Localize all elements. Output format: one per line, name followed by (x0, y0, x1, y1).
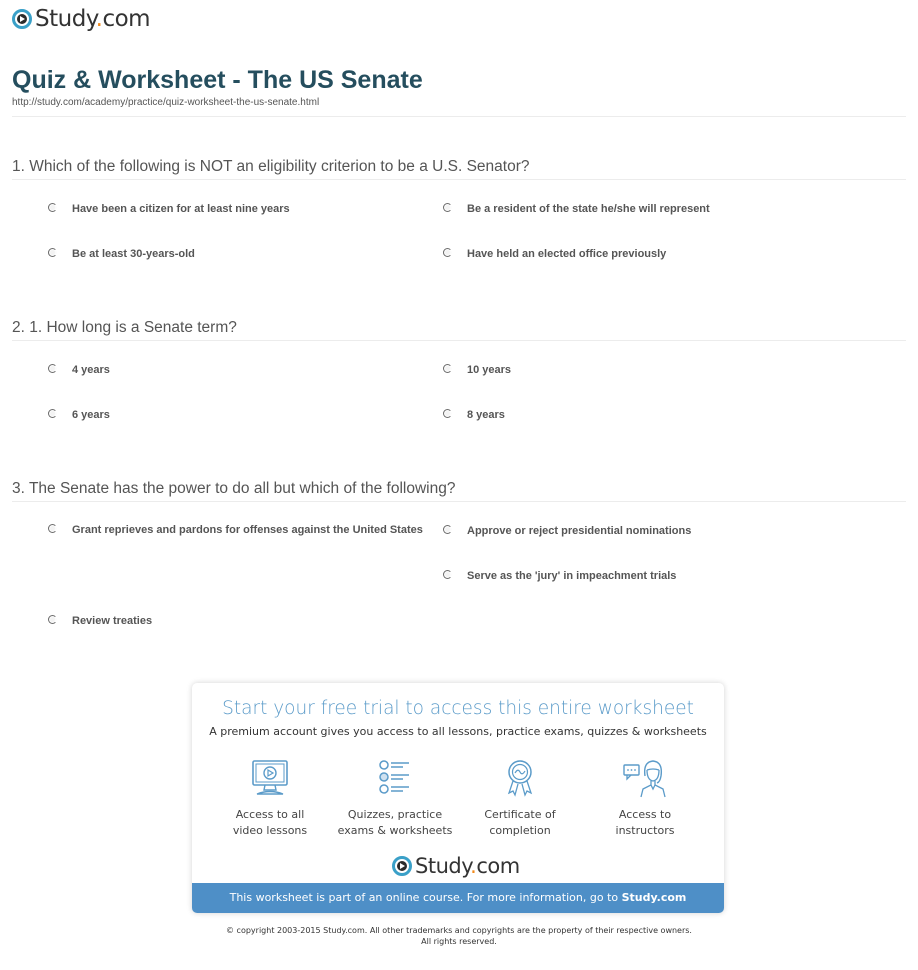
study-logo-promo[interactable] (392, 854, 520, 878)
radio-button[interactable] (443, 203, 452, 212)
divider (12, 116, 906, 117)
q2-option-b[interactable] (443, 362, 511, 378)
q1-option-b[interactable] (443, 201, 710, 217)
q3-option-d[interactable] (48, 613, 152, 629)
option-label: Review treaties (72, 615, 153, 627)
q3-option-c[interactable] (443, 568, 676, 584)
radio-button[interactable] (443, 525, 452, 534)
divider (12, 340, 906, 341)
divider (12, 501, 906, 502)
promo-subtitle: A premium account gives you access to all lessons, practice exams, quizzes & worksheets (209, 725, 707, 738)
feature-label: Certificate of completion (484, 808, 556, 837)
radio-button[interactable] (48, 524, 57, 533)
question-2: 2. 1. How long is a Senate term? (12, 319, 237, 336)
radio-button[interactable] (48, 409, 57, 418)
option-label: 4 years (72, 364, 110, 376)
q1-option-d[interactable] (443, 246, 666, 262)
instructor-chat-icon (623, 758, 667, 798)
q1-option-c[interactable] (48, 246, 195, 262)
q2-option-a[interactable] (48, 362, 110, 378)
q2-option-c[interactable] (48, 407, 110, 423)
promo-title[interactable]: Start your free trial to access this entire worksheet (222, 698, 694, 719)
play-logo-icon (392, 856, 412, 876)
copyright-footer: © copyright 2003-2015 Study.com. All other trademarks and copyrights are the property of their respective owners. All rights reserved. (226, 926, 692, 946)
option-label: 10 years (467, 364, 512, 376)
option-label: Have been a citizen for at least nine years (72, 203, 290, 215)
feature-label: Access to instructors (615, 808, 675, 837)
question-1: 1. Which of the following is NOT an eligibility criterion to be a U.S. Senator? (12, 158, 530, 175)
play-logo-icon (12, 9, 32, 29)
study-logo[interactable] (12, 6, 150, 32)
radio-button[interactable] (48, 615, 57, 624)
video-monitor-icon (250, 758, 290, 798)
page-url: http://study.com/academy/practice/quiz-worksheet-the-us-senate.html (12, 97, 320, 108)
logo-text: Study.com (35, 6, 151, 32)
radio-button[interactable] (443, 364, 452, 373)
radio-button[interactable] (443, 409, 452, 418)
q3-option-a[interactable] (48, 522, 428, 538)
feature-quizzes (330, 758, 460, 839)
radio-button[interactable] (48, 203, 57, 212)
radio-button[interactable] (443, 248, 452, 257)
radio-button[interactable] (443, 570, 452, 579)
divider (12, 179, 906, 180)
study-link[interactable]: Study.com (621, 891, 687, 904)
feature-instructors (580, 758, 710, 839)
certificate-ribbon-icon (500, 758, 540, 798)
question-3: 3. The Senate has the power to do all but which of the following? (12, 480, 456, 497)
q2-option-d[interactable] (443, 407, 505, 423)
feature-video-lessons (205, 758, 335, 839)
online-course-banner[interactable]: This worksheet is part of an online course. For more information, go to Study.com (192, 883, 724, 913)
feature-label: Access to all video lessons (232, 808, 308, 837)
feature-certificate (455, 758, 585, 839)
option-label: Have held an elected office previously (467, 248, 667, 260)
option-label: Approve or reject presidential nominations (467, 525, 692, 537)
option-label: Serve as the 'jury' in impeachment trials (467, 570, 677, 582)
radio-button[interactable] (48, 248, 57, 257)
option-label: 8 years (467, 409, 505, 421)
page-title: Quiz & Worksheet - The US Senate (12, 66, 423, 94)
option-label: Be at least 30-years-old (72, 248, 195, 260)
feature-label: Quizzes, practice exams & worksheets (337, 808, 453, 837)
quiz-list-icon (375, 758, 415, 798)
q1-option-a[interactable] (48, 201, 290, 217)
option-label: Be a resident of the state he/she will represent (467, 203, 710, 215)
option-label: 6 years (72, 409, 110, 421)
free-trial-promo[interactable] (192, 683, 724, 913)
logo-text: Study.com (415, 854, 520, 878)
q3-option-b[interactable] (443, 523, 691, 539)
radio-button[interactable] (48, 364, 57, 373)
option-label: Grant reprieves and pardons for offenses against the United States (72, 524, 423, 536)
